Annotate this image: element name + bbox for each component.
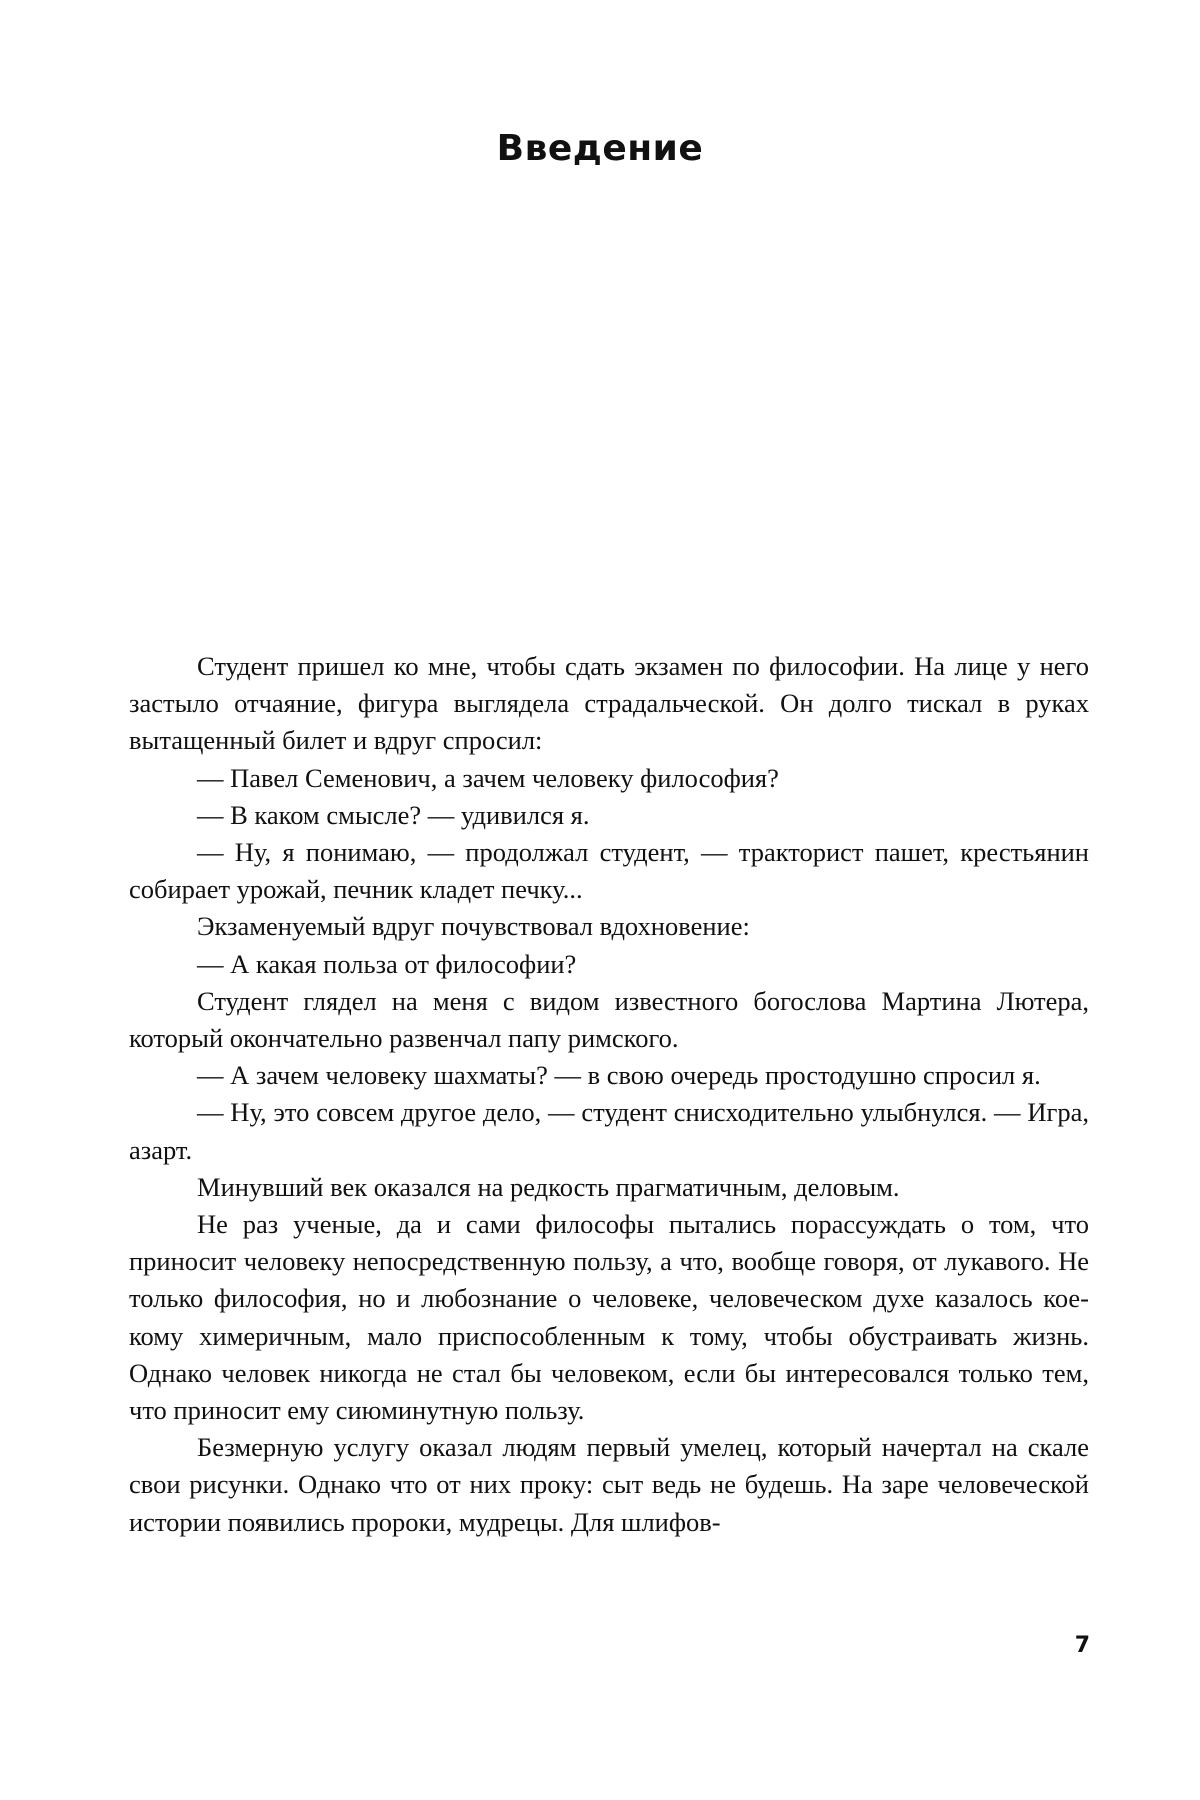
paragraph: — Павел Семенович, а зачем человеку философия? [197,762,779,793]
paragraph: — В каком смысле? — удивился я. [197,799,590,830]
paragraph: Не раз ученые, да и сами философы пытались порассуждать о том, что приносит человеку непосредственную пользу, а что, вообще говоря, от лукавого. Не только философия, но и любознание о человеке, человеческом духе казалось кое-кому химеричным, мало приспособленным к тому, чтобы обустраивать жизнь. Однако человек никогда не стал бы человеком, если бы интересовался только тем, что приносит ему сиюминутную пользу. [129,1209,1089,1426]
paragraph: Минувший век оказался на редкость прагматичным, деловым. [197,1171,900,1202]
paragraph: Экзаменуемый вдруг почувствовал вдохновение: [197,911,750,942]
paragraph: — А зачем человеку шахматы? — в свою очередь простодушно спросил я. [197,1060,1041,1091]
paragraph: Студент глядел на меня с видом известного богослова Мартина Лютера, который окончательно развенчал папу римского. [129,985,1089,1054]
body-text [129,648,1089,1541]
page-number: 7 [1074,1633,1090,1658]
paragraph: — Ну, я понимаю, — продолжал студент, — тракторист пашет, крестьянин собирает урожай, печник кладет печку... [129,837,1089,905]
paragraph: Безмерную услугу оказал людям первый умелец, который начертал на скале свои рисунки. Однако что от них проку: сыт ведь не будешь. На заре человеческой истории появились пророки, мудрецы. Для шлифов- [129,1432,1089,1537]
paragraph: — Ну, это совсем другое дело, — студент снисходительно улыбнулся. — Игра, азарт. [129,1097,1089,1165]
paragraph: Студент пришел ко мне, чтобы сдать экзамен по философии. На лице у него застыло отчаяние, фигура выглядела страдальческой. Он долго тискал в руках вытащенный билет и вдруг спросил: [129,651,1089,756]
paragraph: — А какая польза от философии? [197,948,577,979]
chapter-title: Введение [496,128,704,169]
